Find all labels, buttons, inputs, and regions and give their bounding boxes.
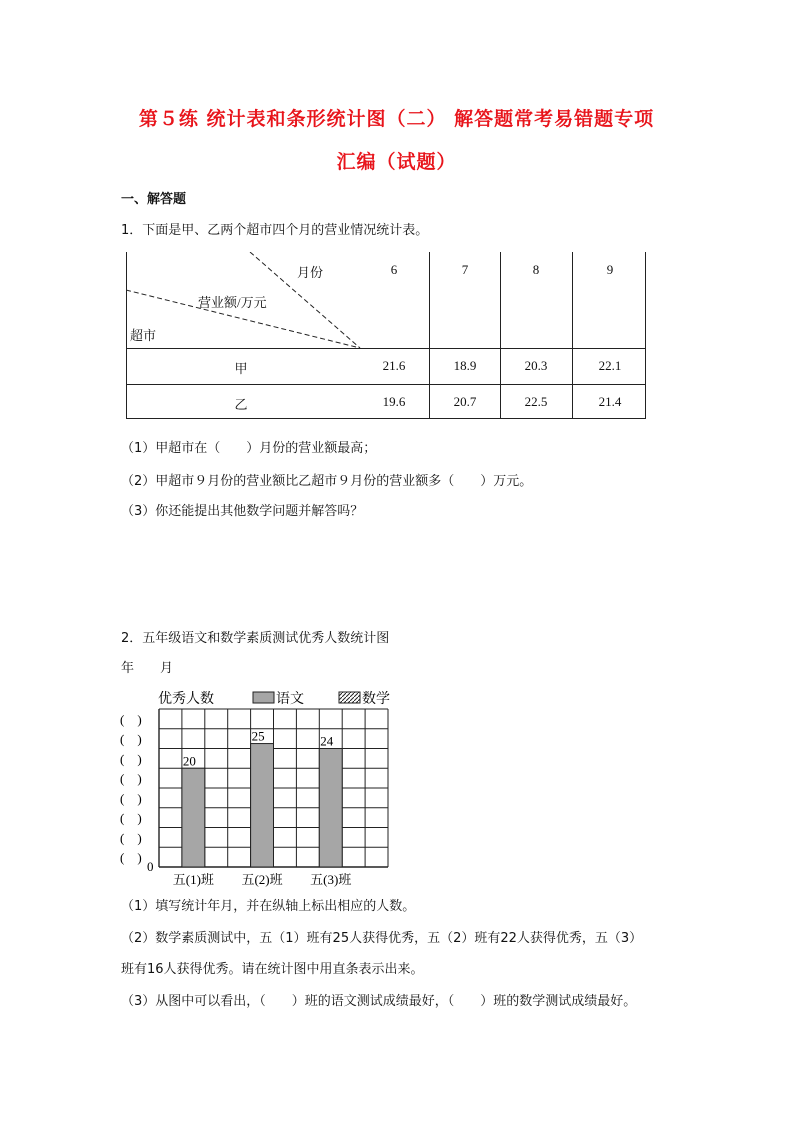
y-tick-placeholder: ( ) [120, 790, 142, 806]
table-month-6: 6 [390, 262, 398, 277]
question-1-stem: 1．下面是甲、乙两个超市四个月的营业情况统计表。 [121, 223, 429, 238]
table-row-yi-6: 19.6 [382, 394, 406, 409]
table-row-jia-6: 21.6 [382, 358, 406, 373]
table-month-9: 9 [606, 262, 614, 277]
table-row-yi-9: 21.4 [598, 394, 622, 409]
y-tick-placeholder: ( ) [120, 751, 142, 767]
question-1-sub-2: （2）甲超市９月份的营业额比乙超市９月份的营业额多（ ）万元。 [121, 474, 533, 489]
question-2-sub-3: （3）从图中可以看出，（ ）班的语文测试成绩最好，（ ）班的数学测试成绩最好。 [121, 994, 637, 1009]
y-tick-placeholder: ( ) [120, 810, 142, 826]
table-row-yi-name: 乙 [234, 397, 248, 412]
table-row-jia-7: 18.9 [453, 358, 477, 373]
question-2-sub-2-line-1: （2）数学素质测试中，五（1）班有25人获得优秀，五（2）班有22人获得优秀，五（3） [121, 931, 643, 946]
table-row-yi-7: 20.7 [453, 394, 477, 409]
bar-value-label: 20 [182, 753, 196, 769]
title-line-1: 第５练 统计表和条形统计图（二） 解答题常考易错题专项 [138, 108, 655, 130]
y-tick-placeholder: ( ) [120, 711, 142, 727]
question-2-sub-1: （1）填写统计年月，并在纵轴上标出相应的人数。 [121, 899, 416, 914]
table-row-jia-name: 甲 [234, 361, 248, 376]
table-corner-sales: 营业额/万元 [198, 295, 267, 310]
table-corner-store: 超市 [130, 328, 157, 343]
y-tick-placeholder: ( ) [120, 830, 142, 846]
bar-chart [118, 685, 398, 890]
y-axis-zero-label: 0 [147, 859, 154, 874]
bar-chinese [319, 749, 342, 868]
question-2-stem: 2．五年级语文和数学素质测试优秀人数统计图 [121, 631, 390, 646]
section-heading: 一、解答题 [121, 192, 187, 207]
title-line-2: 汇编（试题） [336, 151, 457, 173]
y-tick-placeholder: ( ) [120, 731, 142, 747]
chart-date-line: 年 月 [121, 661, 174, 676]
question-1-sub-1: （1）甲超市在（ ）月份的营业额最高； [121, 441, 377, 456]
bar-value-label: 25 [251, 728, 265, 744]
question-1-sub-3: （3）你还能提出其他数学问题并解答吗？ [121, 504, 364, 519]
x-category-label: 五(1)班 [172, 872, 214, 887]
legend-label-chinese: 语文 [276, 692, 304, 707]
legend-swatch-chinese [253, 692, 274, 703]
legend-label-math: 数学 [362, 692, 390, 707]
table-row-jia-9: 22.1 [598, 358, 622, 373]
table-row-yi-8: 22.5 [524, 394, 548, 409]
bar-value-label: 24 [320, 733, 334, 749]
table-corner-month: 月份 [297, 265, 324, 280]
x-category-label: 五(2)班 [241, 872, 283, 887]
table-row-jia-8: 20.3 [524, 358, 548, 373]
y-axis-label: 优秀人数 [158, 692, 214, 707]
legend-swatch-math [339, 692, 360, 703]
question-2-sub-2-line-2: 班有16人获得优秀。请在统计图中用直条表示出来。 [121, 962, 424, 977]
bar-chinese [251, 744, 274, 867]
y-tick-placeholder: ( ) [120, 850, 142, 866]
x-category-label: 五(3)班 [310, 872, 352, 887]
bar-chinese [182, 768, 205, 867]
table-month-8: 8 [532, 262, 540, 277]
y-tick-placeholder: ( ) [120, 771, 142, 787]
table-month-7: 7 [461, 262, 469, 277]
